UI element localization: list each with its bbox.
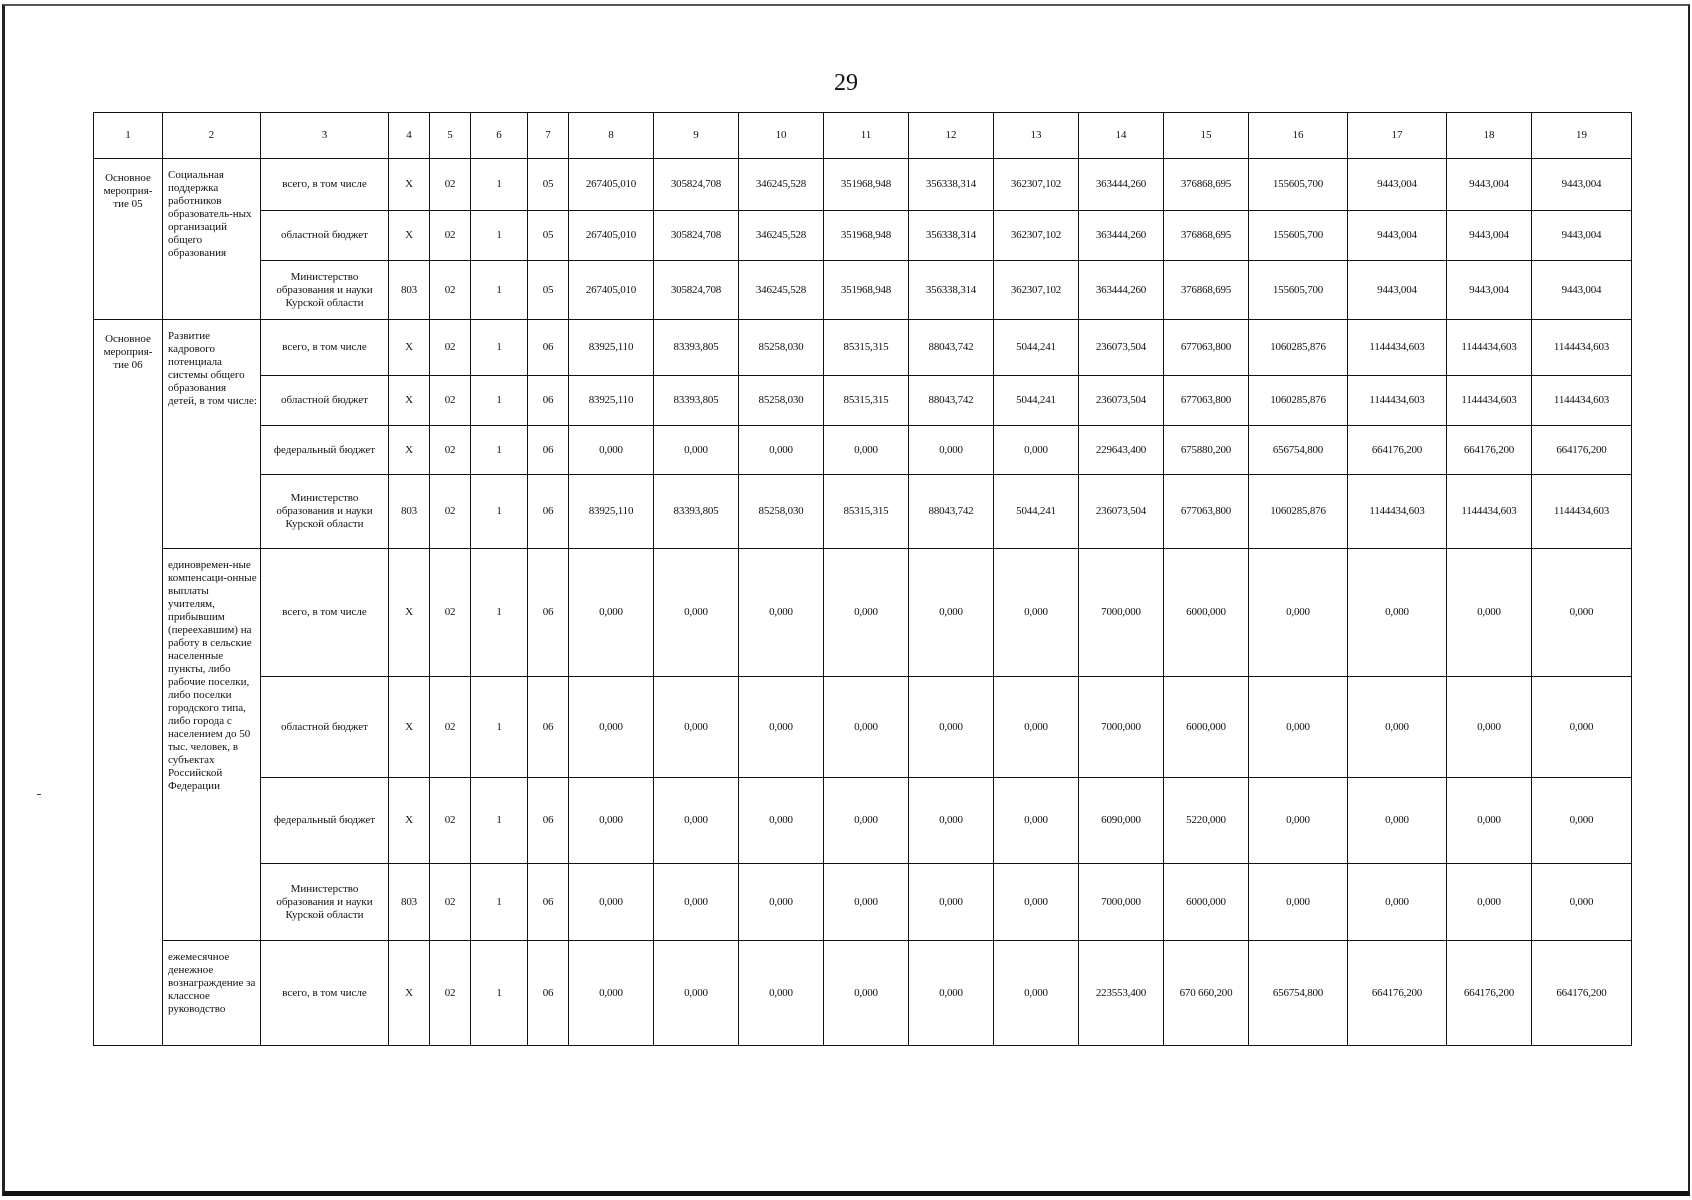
page-number: 29 <box>834 70 858 96</box>
value-cell: 02 <box>430 376 471 426</box>
funding-source-cell: областной бюджет <box>261 677 389 778</box>
activity-cell: Основное мероприя-тие 05 <box>94 159 163 320</box>
value-cell: 85315,315 <box>824 376 909 426</box>
value-cell: 0,000 <box>994 549 1079 677</box>
value-cell: 7000,000 <box>1079 864 1164 941</box>
value-cell: X <box>389 778 430 864</box>
description-cell: Развитие кадрового потенциала системы общего образования детей, в том числе: <box>163 320 261 549</box>
description-cell: единовремен-ные компенсаци-онные выплаты учителям, прибывшим (переехавшим) на работу в сельские населенные пункты, либо рабочие поселки, либо поселки городского типа, либо города с населением до 50 тыс. человек, в субъектах Российской Федерации <box>163 549 261 941</box>
value-cell: 0,000 <box>994 426 1079 475</box>
value-cell: 267405,010 <box>569 159 654 211</box>
value-cell: 356338,314 <box>909 261 994 320</box>
description-cell: ежемесячное денежное вознаграждение за классное руководство <box>163 941 261 1046</box>
value-cell: 9443,004 <box>1447 159 1532 211</box>
value-cell: 83925,110 <box>569 376 654 426</box>
header-cell: 17 <box>1348 113 1447 159</box>
value-cell: 85258,030 <box>739 320 824 376</box>
value-cell: 0,000 <box>909 778 994 864</box>
table-row <box>94 864 1632 941</box>
table-row <box>94 475 1632 549</box>
value-cell: 0,000 <box>909 941 994 1046</box>
value-cell: 346245,528 <box>739 211 824 261</box>
value-cell: 9443,004 <box>1348 159 1447 211</box>
value-cell: 677063,800 <box>1164 376 1249 426</box>
header-row <box>94 113 1632 159</box>
value-cell: 351968,948 <box>824 211 909 261</box>
value-cell: 1 <box>471 376 528 426</box>
value-cell: 05 <box>528 261 569 320</box>
value-cell: 85258,030 <box>739 475 824 549</box>
value-cell: 85315,315 <box>824 320 909 376</box>
value-cell: 0,000 <box>569 549 654 677</box>
value-cell: 06 <box>528 941 569 1046</box>
value-cell: 362307,102 <box>994 211 1079 261</box>
table-row <box>94 159 1632 211</box>
header-cell: 19 <box>1532 113 1632 159</box>
value-cell: 1 <box>471 677 528 778</box>
value-cell: 155605,700 <box>1249 159 1348 211</box>
header-cell: 7 <box>528 113 569 159</box>
value-cell: 803 <box>389 261 430 320</box>
value-cell: 363444,260 <box>1079 261 1164 320</box>
value-cell: 7000,000 <box>1079 549 1164 677</box>
value-cell: 0,000 <box>569 677 654 778</box>
value-cell: 1144434,603 <box>1348 320 1447 376</box>
header-cell: 11 <box>824 113 909 159</box>
value-cell: 363444,260 <box>1079 211 1164 261</box>
value-cell: 305824,708 <box>654 159 739 211</box>
value-cell: 9443,004 <box>1348 261 1447 320</box>
value-cell: 656754,800 <box>1249 426 1348 475</box>
value-cell: 0,000 <box>739 426 824 475</box>
value-cell: 85315,315 <box>824 475 909 549</box>
value-cell: 83925,110 <box>569 320 654 376</box>
value-cell: 0,000 <box>824 677 909 778</box>
value-cell: 0,000 <box>1447 864 1532 941</box>
value-cell: 6000,000 <box>1164 864 1249 941</box>
value-cell: 1144434,603 <box>1447 320 1532 376</box>
value-cell: 362307,102 <box>994 159 1079 211</box>
value-cell: 06 <box>528 426 569 475</box>
value-cell: 1 <box>471 320 528 376</box>
value-cell: 0,000 <box>654 864 739 941</box>
funding-source-cell: федеральный бюджет <box>261 778 389 864</box>
value-cell: 155605,700 <box>1249 211 1348 261</box>
value-cell: 0,000 <box>1249 864 1348 941</box>
value-cell: 0,000 <box>909 426 994 475</box>
value-cell: 0,000 <box>654 426 739 475</box>
value-cell: 6090,000 <box>1079 778 1164 864</box>
table-row <box>94 261 1632 320</box>
value-cell: 85258,030 <box>739 376 824 426</box>
value-cell: 0,000 <box>739 941 824 1046</box>
value-cell: 236073,504 <box>1079 320 1164 376</box>
value-cell: 02 <box>430 778 471 864</box>
header-cell: 4 <box>389 113 430 159</box>
value-cell: 1 <box>471 864 528 941</box>
value-cell: 267405,010 <box>569 211 654 261</box>
header-cell: 12 <box>909 113 994 159</box>
value-cell: 0,000 <box>1249 549 1348 677</box>
value-cell: 02 <box>430 677 471 778</box>
value-cell: 664176,200 <box>1348 426 1447 475</box>
value-cell: 83393,805 <box>654 320 739 376</box>
value-cell: 0,000 <box>994 864 1079 941</box>
table-row <box>94 778 1632 864</box>
value-cell: 223553,400 <box>1079 941 1164 1046</box>
header-cell: 18 <box>1447 113 1532 159</box>
value-cell: 88043,742 <box>909 475 994 549</box>
table-row <box>94 941 1632 1046</box>
header-cell: 2 <box>163 113 261 159</box>
value-cell: 0,000 <box>1447 778 1532 864</box>
value-cell: 06 <box>528 549 569 677</box>
value-cell: 6000,000 <box>1164 677 1249 778</box>
value-cell: 803 <box>389 864 430 941</box>
funding-source-cell: Министерство образования и науки Курской области <box>261 475 389 549</box>
value-cell: 02 <box>430 549 471 677</box>
value-cell: 83393,805 <box>654 376 739 426</box>
value-cell: 9443,004 <box>1447 261 1532 320</box>
value-cell: 1 <box>471 549 528 677</box>
value-cell: 305824,708 <box>654 211 739 261</box>
value-cell: 02 <box>430 864 471 941</box>
value-cell: 02 <box>430 211 471 261</box>
value-cell: 06 <box>528 677 569 778</box>
value-cell: 83393,805 <box>654 475 739 549</box>
value-cell: 0,000 <box>909 677 994 778</box>
value-cell: 0,000 <box>569 864 654 941</box>
value-cell: 5044,241 <box>994 320 1079 376</box>
value-cell: 9443,004 <box>1348 211 1447 261</box>
value-cell: X <box>389 426 430 475</box>
value-cell: 363444,260 <box>1079 159 1164 211</box>
value-cell: 670 660,200 <box>1164 941 1249 1046</box>
value-cell: 236073,504 <box>1079 376 1164 426</box>
value-cell: 1 <box>471 426 528 475</box>
funding-source-cell: всего, в том числе <box>261 159 389 211</box>
value-cell: 0,000 <box>1348 864 1447 941</box>
value-cell: 305824,708 <box>654 261 739 320</box>
value-cell: 06 <box>528 376 569 426</box>
value-cell: 0,000 <box>1348 549 1447 677</box>
value-cell: 0,000 <box>739 677 824 778</box>
value-cell: 06 <box>528 320 569 376</box>
description-cell: Социальная поддержка работников образователь-ных организаций общего образования <box>163 159 261 320</box>
value-cell: 1 <box>471 778 528 864</box>
value-cell: 0,000 <box>1532 677 1632 778</box>
value-cell: 1 <box>471 211 528 261</box>
funding-source-cell: всего, в том числе <box>261 941 389 1046</box>
value-cell: 0,000 <box>1532 549 1632 677</box>
value-cell: X <box>389 549 430 677</box>
value-cell: 06 <box>528 864 569 941</box>
table-row <box>94 677 1632 778</box>
value-cell: 1144434,603 <box>1348 376 1447 426</box>
funding-source-cell: Министерство образования и науки Курской области <box>261 261 389 320</box>
table-row <box>94 211 1632 261</box>
value-cell: 1060285,876 <box>1249 376 1348 426</box>
value-cell: 0,000 <box>994 677 1079 778</box>
activity-cell: Основное мероприя-тие 06 <box>94 320 163 1046</box>
value-cell: X <box>389 320 430 376</box>
funding-source-cell: федеральный бюджет <box>261 426 389 475</box>
value-cell: 1 <box>471 159 528 211</box>
value-cell: 06 <box>528 778 569 864</box>
value-cell: 677063,800 <box>1164 320 1249 376</box>
funding-source-cell: областной бюджет <box>261 376 389 426</box>
value-cell: 7000,000 <box>1079 677 1164 778</box>
value-cell: 0,000 <box>824 549 909 677</box>
value-cell: 351968,948 <box>824 159 909 211</box>
value-cell: 0,000 <box>739 864 824 941</box>
funding-source-cell: всего, в том числе <box>261 320 389 376</box>
value-cell: 0,000 <box>824 864 909 941</box>
value-cell: 0,000 <box>824 426 909 475</box>
value-cell: 5044,241 <box>994 376 1079 426</box>
value-cell: 1 <box>471 941 528 1046</box>
value-cell: 9443,004 <box>1532 159 1632 211</box>
header-cell: 6 <box>471 113 528 159</box>
value-cell: 0,000 <box>739 778 824 864</box>
value-cell: 02 <box>430 159 471 211</box>
value-cell: 0,000 <box>1348 677 1447 778</box>
value-cell: X <box>389 941 430 1046</box>
value-cell: 02 <box>430 320 471 376</box>
header-cell: 1 <box>94 113 163 159</box>
value-cell: 664176,200 <box>1447 941 1532 1046</box>
value-cell: 88043,742 <box>909 376 994 426</box>
value-cell: X <box>389 677 430 778</box>
header-cell: 3 <box>261 113 389 159</box>
value-cell: 0,000 <box>654 941 739 1046</box>
value-cell: 6000,000 <box>1164 549 1249 677</box>
value-cell: 664176,200 <box>1447 426 1532 475</box>
value-cell: 0,000 <box>739 549 824 677</box>
header-cell: 5 <box>430 113 471 159</box>
value-cell: 88043,742 <box>909 320 994 376</box>
value-cell: 0,000 <box>994 941 1079 1046</box>
value-cell: 664176,200 <box>1348 941 1447 1046</box>
header-cell: 10 <box>739 113 824 159</box>
value-cell: 155605,700 <box>1249 261 1348 320</box>
value-cell: 0,000 <box>654 677 739 778</box>
value-cell: 351968,948 <box>824 261 909 320</box>
value-cell: 0,000 <box>909 864 994 941</box>
value-cell: X <box>389 159 430 211</box>
funding-source-cell: областной бюджет <box>261 211 389 261</box>
funding-source-cell: всего, в том числе <box>261 549 389 677</box>
value-cell: 346245,528 <box>739 159 824 211</box>
value-cell: 376868,695 <box>1164 261 1249 320</box>
funding-source-cell: Министерство образования и науки Курской области <box>261 864 389 941</box>
value-cell: 1 <box>471 261 528 320</box>
value-cell: 05 <box>528 159 569 211</box>
value-cell: 0,000 <box>1532 864 1632 941</box>
header-cell: 8 <box>569 113 654 159</box>
table-row <box>94 320 1632 376</box>
scan-mark <box>37 794 41 795</box>
value-cell: 0,000 <box>1532 778 1632 864</box>
value-cell: 0,000 <box>1249 778 1348 864</box>
value-cell: 1060285,876 <box>1249 475 1348 549</box>
value-cell: 346245,528 <box>739 261 824 320</box>
value-cell: 0,000 <box>824 778 909 864</box>
value-cell: 0,000 <box>824 941 909 1046</box>
table-row <box>94 426 1632 475</box>
value-cell: 677063,800 <box>1164 475 1249 549</box>
value-cell: 1060285,876 <box>1249 320 1348 376</box>
value-cell: 83925,110 <box>569 475 654 549</box>
value-cell: 5044,241 <box>994 475 1079 549</box>
header-cell: 16 <box>1249 113 1348 159</box>
header-cell: 14 <box>1079 113 1164 159</box>
table-row <box>94 376 1632 426</box>
value-cell: 9443,004 <box>1532 211 1632 261</box>
value-cell: 1144434,603 <box>1447 475 1532 549</box>
value-cell: 376868,695 <box>1164 211 1249 261</box>
value-cell: 02 <box>430 261 471 320</box>
value-cell: X <box>389 376 430 426</box>
value-cell: 0,000 <box>654 778 739 864</box>
header-cell: 9 <box>654 113 739 159</box>
value-cell: 0,000 <box>1447 677 1532 778</box>
value-cell: 675880,200 <box>1164 426 1249 475</box>
value-cell: 1144434,603 <box>1348 475 1447 549</box>
value-cell: 0,000 <box>1348 778 1447 864</box>
value-cell: 0,000 <box>909 549 994 677</box>
value-cell: X <box>389 211 430 261</box>
budget-table <box>93 112 1632 1046</box>
value-cell: 02 <box>430 941 471 1046</box>
value-cell: 02 <box>430 475 471 549</box>
value-cell: 0,000 <box>1249 677 1348 778</box>
value-cell: 229643,400 <box>1079 426 1164 475</box>
value-cell: 267405,010 <box>569 261 654 320</box>
value-cell: 1144434,603 <box>1447 376 1532 426</box>
header-cell: 13 <box>994 113 1079 159</box>
value-cell: 0,000 <box>569 426 654 475</box>
value-cell: 9443,004 <box>1532 261 1632 320</box>
value-cell: 803 <box>389 475 430 549</box>
value-cell: 1 <box>471 475 528 549</box>
value-cell: 02 <box>430 426 471 475</box>
value-cell: 664176,200 <box>1532 426 1632 475</box>
value-cell: 05 <box>528 211 569 261</box>
value-cell: 664176,200 <box>1532 941 1632 1046</box>
value-cell: 656754,800 <box>1249 941 1348 1046</box>
value-cell: 9443,004 <box>1447 211 1532 261</box>
value-cell: 0,000 <box>994 778 1079 864</box>
header-cell: 15 <box>1164 113 1249 159</box>
value-cell: 0,000 <box>569 778 654 864</box>
value-cell: 0,000 <box>569 941 654 1046</box>
value-cell: 236073,504 <box>1079 475 1164 549</box>
value-cell: 376868,695 <box>1164 159 1249 211</box>
value-cell: 1144434,603 <box>1532 475 1632 549</box>
value-cell: 362307,102 <box>994 261 1079 320</box>
value-cell: 06 <box>528 475 569 549</box>
value-cell: 356338,314 <box>909 159 994 211</box>
table-row <box>94 549 1632 677</box>
value-cell: 0,000 <box>654 549 739 677</box>
value-cell: 1144434,603 <box>1532 376 1632 426</box>
value-cell: 0,000 <box>1447 549 1532 677</box>
value-cell: 5220,000 <box>1164 778 1249 864</box>
value-cell: 356338,314 <box>909 211 994 261</box>
value-cell: 1144434,603 <box>1532 320 1632 376</box>
